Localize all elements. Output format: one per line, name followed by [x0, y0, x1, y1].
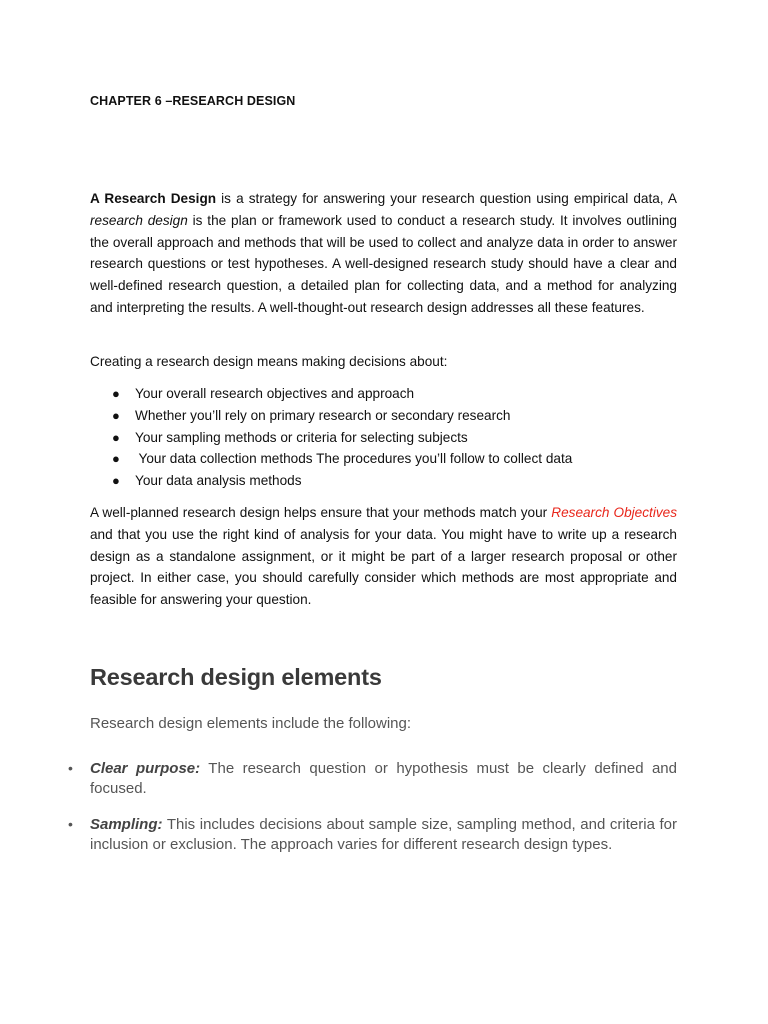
- intro-term-research-design: A Research Design: [90, 191, 217, 206]
- decisions-list: [90, 383, 677, 492]
- section-intro: Research design elements include the following:: [90, 715, 412, 732]
- intro-text-2: is the plan or framework used to conduct a research study. It involves outlining the overall approach and methods that will be used to collect and analyze data in order to answer research questions or test hypotheses. A well-designed research study should have a clear and well-defined research question, a detailed plan for collecting data, and a method for analyzing and interpreting the results. A well-thought-out research design addresses all these features.: [90, 212, 677, 315]
- element-term: Clear purpose:: [90, 760, 201, 777]
- bullet-icon: ●: [112, 386, 120, 401]
- bullet-icon: ●: [112, 407, 120, 423]
- decisions-lead-in: Creating a research design means making decisions about:: [90, 354, 448, 369]
- element-text: The research question or hypothesis must be clearly defined and focused.: [90, 760, 677, 797]
- intro-paragraph: [90, 188, 677, 319]
- closing-paragraph: [90, 502, 677, 611]
- list-item: ● Your sampling methods or criteria for selecting subjects: [90, 427, 677, 449]
- list-item: [68, 815, 677, 854]
- bullet-icon: ●: [112, 473, 120, 489]
- element-text: This includes decisions about sample size, sampling method, and criteria for inclusion or exclusion. The approach varies for different research design types.: [90, 816, 677, 853]
- list-item: ● Your data analysis methods: [90, 470, 677, 492]
- element-term: Sampling:: [90, 816, 163, 833]
- intro-text-1: is a strategy for answering your research question using empirical data, A: [216, 191, 678, 206]
- list-item: ● Whether you’ll rely on primary research or secondary research: [90, 405, 677, 427]
- bullet-icon: •: [68, 760, 73, 776]
- research-objectives-link[interactable]: Research Objectives: [551, 505, 677, 520]
- bullet-icon: ●: [112, 451, 120, 467]
- intro-term-italic: research design: [90, 212, 188, 228]
- bullet-icon: ●: [112, 429, 120, 445]
- closing-text-2: and that you use the right kind of analysis for your data. You might have to write up a research design as a standalone assignment, or it might be part of a larger research proposal or other project. In either case, you should carefully consider which methods are most appropriate and feasible for answering your question.: [90, 526, 677, 608]
- bullet-icon: •: [68, 816, 73, 832]
- list-item: ● Your overall research objectives and approach: [90, 383, 677, 405]
- list-item: ● Your data collection methods The procedures you’ll follow to collect data: [90, 448, 677, 470]
- list-item: [68, 759, 677, 798]
- chapter-title: CHAPTER 6 –RESEARCH DESIGN: [90, 94, 296, 108]
- closing-text-1: A well-planned research design helps ensure that your methods match your: [90, 505, 552, 520]
- elements-list: [68, 759, 677, 871]
- section-heading: Research design elements: [90, 664, 382, 690]
